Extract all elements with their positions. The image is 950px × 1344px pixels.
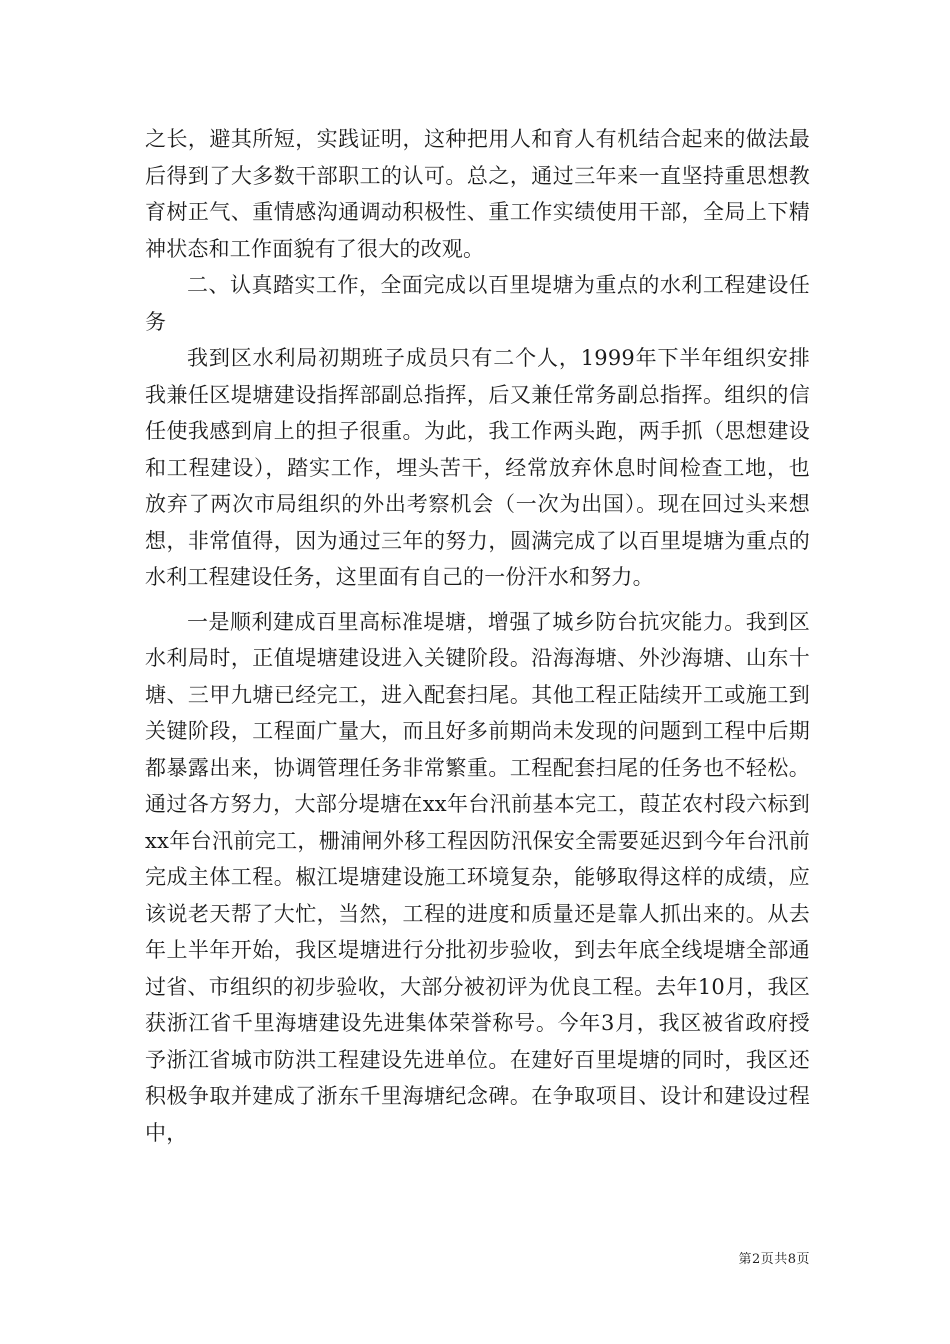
paragraph-body: 我到区水利局初期班子成员只有二个人，1999年下半年组织安排我兼任区堤塘建设指挥部副总指挥，后又兼任常务副总指挥。组织的信任使我感到肩上的担子很重。为此，我工作两头跑，两手抓（思想建设和工程建设），踏实工作，埋头苦干，经常放弃休息时间检查工地，也放弃了两次市局组织的外出考察机会（一次为出国）。现在回过头来想想，非常值得，因为通过三年的努力，圆满完成了以百里堤塘为重点的水利工程建设任务，这里面有自己的一份汗水和努力。 xyxy=(145,346,810,589)
page-number: 第2页共8页 xyxy=(738,1252,810,1267)
document-body xyxy=(145,121,810,1151)
paragraph-body: 一是顺利建成百里高标准堤塘，增强了城乡防台抗灾能力。我到区水利局时，正值堤塘建设进入关键阶段。沿海海塘、外沙海塘、山东十塘、三甲九塘已经完工，进入配套扫尾。其他工程正陆续开工或施工到关键阶段，工程面广量大，而且好多前期尚未发现的问题到工程中后期都暴露出来，协调管理任务非常繁重。工程配套扫尾的任务也不轻松。通过各方努力，大部分堤塘在xx年台汛前基本完工，葭芷农村段六标到xx年台汛前完工，栅浦闸外移工程因防汛保安全需要延迟到今年台汛前完成主体工程。椒江堤塘建设施工环境复杂，能够取得这样的成绩，应该说老天帮了大忙，当然，工程的进度和质量还是靠人抓出来的。从去年上半年开始，我区堤塘进行分批初步验收，到去年底全线堤塘全部通过省、市组织的初步验收，大部分被初评为优良工程。去年10月，我区获浙江省千里海塘建设先进集体荣誉称号。今年3月，我区被省政府授予浙江省城市防洪工程建设先进单位。在建好百里堤塘的同时，我区还积极争取并建成了浙东千里海塘纪念碑。在争取项目、设计和建设过程中， xyxy=(145,609,810,1145)
paragraph-continuation: 之长，避其所短，实践证明，这种把用人和育人有机结合起来的做法最后得到了大多数干部职工的认可。总之，通过三年来一直坚持重思想教育树正气、重情感沟通调动积极性、重工作实绩使用干部，全局上下精神状态和工作面貌有了很大的改观。 xyxy=(145,127,810,261)
section-heading: 二、认真踏实工作，全面完成以百里堤塘为重点的水利工程建设任务 xyxy=(145,273,810,334)
